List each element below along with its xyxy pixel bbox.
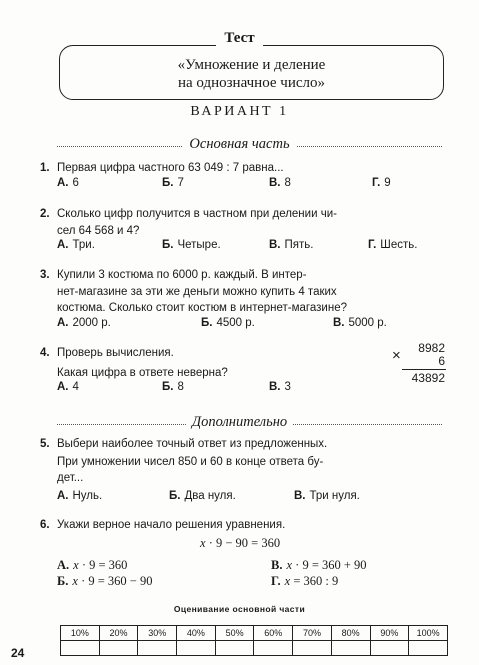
percent-cell: 30% [138, 626, 177, 641]
grade-input-cell[interactable] [61, 641, 100, 656]
percent-cell: 90% [370, 626, 409, 641]
q5-option-b[interactable]: Б. Два нуля. [169, 490, 236, 502]
q1-option-c[interactable]: В. 8 [269, 177, 291, 189]
q2-option-a[interactable]: А. Три. [57, 239, 95, 251]
grade-input-cell[interactable] [293, 641, 332, 656]
grade-input-cell[interactable] [215, 641, 254, 656]
percent-cell: 70% [293, 626, 332, 641]
question-text: Укажи верное начало решения уравнения. [57, 519, 286, 531]
section-extra-heading: Дополнительно [0, 414, 479, 431]
grading-percent-row [61, 626, 448, 641]
q5-option-c[interactable]: В. Три нуля. [294, 490, 360, 502]
grade-input-cell[interactable] [331, 641, 370, 656]
question-3 [40, 267, 442, 317]
product: 43892 [411, 371, 445, 385]
q3-option-b[interactable]: Б. 4500 р. [201, 317, 255, 329]
question-text-line-2: сел 64 568 и 4? [57, 224, 140, 237]
q2-option-d[interactable]: Г. Шесть. [368, 239, 418, 251]
q6-option-c[interactable]: В. x · 9 = 360 + 90 [271, 558, 367, 572]
percent-cell: 80% [331, 626, 370, 641]
percent-cell: 40% [177, 626, 216, 641]
question-text: Первая цифра частного 63 049 : 7 равна... [57, 162, 284, 174]
q1-option-b[interactable]: Б. 7 [162, 177, 184, 189]
grade-input-cell[interactable] [138, 641, 177, 656]
title-line-1: «Умножение и деление [177, 57, 326, 73]
percent-cell: 10% [61, 626, 100, 641]
question-text-line-2: Какая цифра в ответе неверна? [57, 366, 228, 379]
q3-option-c[interactable]: В. 5000 р. [333, 317, 387, 329]
q1-option-d[interactable]: Г. 9 [372, 177, 391, 189]
grading-title: Оценивание основной части [173, 604, 306, 614]
q6-option-d[interactable]: Г. x = 360 : 9 [271, 574, 339, 588]
q6-option-a[interactable]: А. x · 9 = 360 [57, 558, 128, 572]
calc-underline [402, 369, 446, 370]
test-title [59, 56, 444, 92]
equation: x · 9 − 90 = 360 [200, 536, 281, 550]
section-main-heading: Основная часть [0, 136, 479, 153]
grade-input-cell[interactable] [254, 641, 293, 656]
q2-option-c[interactable]: В. Пять. [269, 239, 314, 251]
question-5 [40, 436, 442, 487]
grading-answer-row [61, 641, 448, 656]
q4-option-b[interactable]: Б. 8 [162, 381, 184, 393]
question-2 [40, 206, 442, 239]
variant-heading: ВАРИАНТ 1 [0, 104, 479, 120]
question-number: 4. [40, 347, 50, 359]
percent-cell: 60% [254, 626, 293, 641]
percent-cell: 50% [215, 626, 254, 641]
question-number: 1. [40, 162, 50, 174]
multiplicand: 8982 [418, 341, 445, 355]
multiply-sign: × [392, 347, 401, 364]
question-4 [40, 345, 357, 381]
grade-input-cell[interactable] [99, 641, 138, 656]
question-text-line-1: Проверь вычисления. [57, 347, 174, 359]
q3-option-a[interactable]: А. 2000 р. [57, 317, 111, 329]
question-number: 3. [40, 269, 50, 281]
question-text-line-2: При умножении чисел 850 и 60 в конце ответа бу- [57, 455, 324, 468]
q5-option-a[interactable]: А. Нуль. [57, 490, 103, 502]
grade-input-cell[interactable] [370, 641, 409, 656]
question-1 [40, 160, 442, 177]
test-label: Тест [0, 30, 479, 47]
q1-option-a[interactable]: А. 6 [57, 177, 79, 189]
question-text-line-3: дет... [57, 472, 84, 484]
q2-option-b[interactable]: Б. Четыре. [162, 239, 221, 251]
question-text-line-3: костюма. Сколько стоит костюм в интернет-магазине? [57, 302, 347, 314]
q4-option-a[interactable]: А. 4 [57, 381, 79, 393]
question-text-line-1: Выбери наиболее точный ответ из предложенных. [57, 438, 328, 450]
percent-cell: 20% [99, 626, 138, 641]
question-text-line-1: Сколько цифр получится в частном при делении чи- [57, 208, 337, 220]
percent-cell: 100% [409, 626, 448, 641]
q6-option-b[interactable]: Б. x · 9 = 360 − 90 [57, 574, 153, 588]
question-text-line-1: Купили 3 костюма по 6000 р. каждый. В интер- [57, 269, 307, 281]
grade-input-cell[interactable] [177, 641, 216, 656]
question-number: 2. [40, 208, 50, 220]
multiplier: 6 [438, 354, 445, 368]
page-number: 24 [11, 646, 25, 660]
grade-input-cell[interactable] [409, 641, 448, 656]
question-6 [40, 517, 442, 534]
grading-table [60, 625, 448, 656]
title-line-2: на однозначное число» [177, 75, 326, 91]
question-number: 5. [40, 438, 50, 450]
q4-option-c[interactable]: В. 3 [269, 381, 291, 393]
question-text-line-2: нет-магазине за эти же деньги можно купить 4 таких [57, 285, 337, 298]
question-number: 6. [40, 519, 50, 531]
